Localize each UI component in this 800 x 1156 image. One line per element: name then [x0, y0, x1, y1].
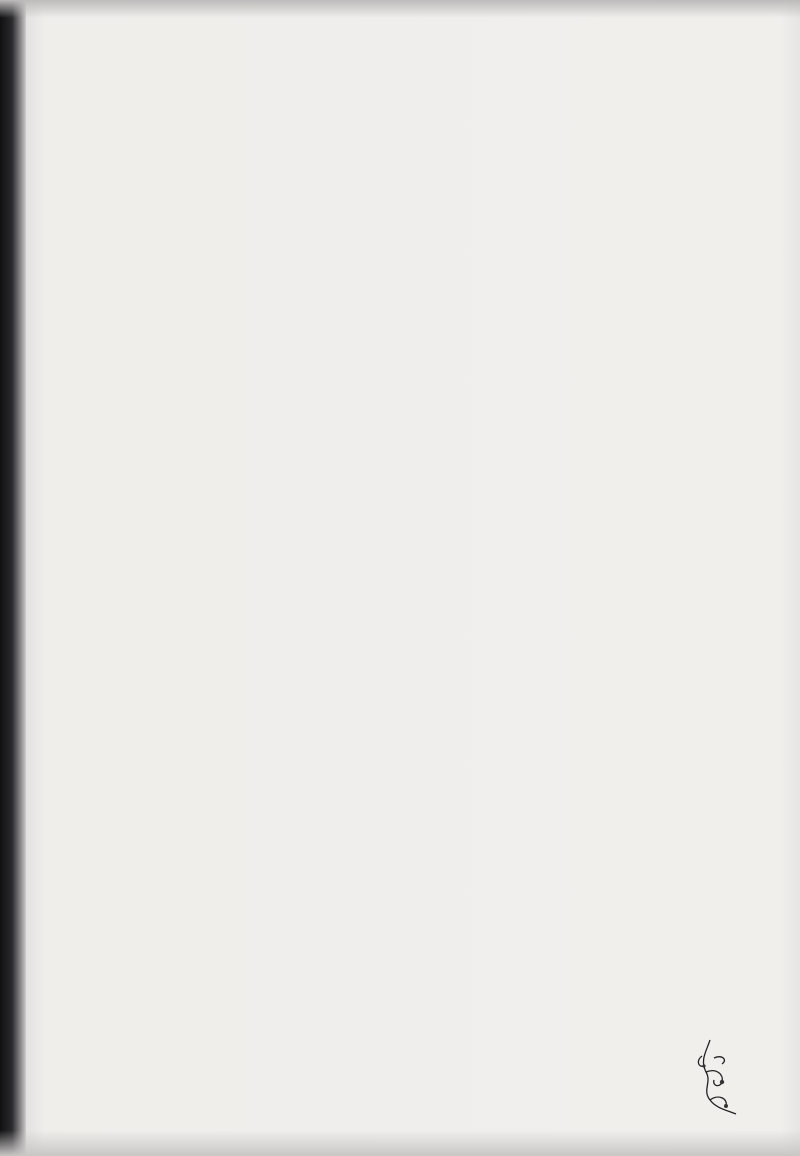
corner-ornament-icon — [692, 1038, 742, 1118]
page-top-shadow — [0, 0, 800, 18]
book-binding — [0, 0, 26, 1156]
page-bottom-shadow — [0, 1130, 800, 1156]
